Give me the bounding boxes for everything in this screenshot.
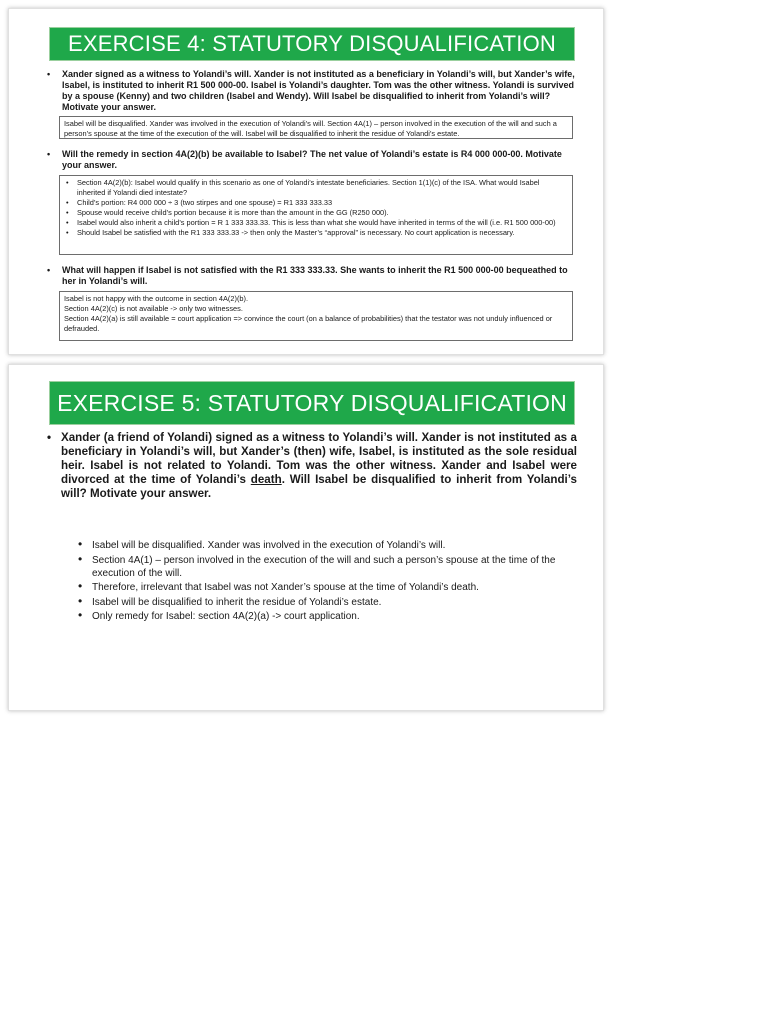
- bullet: •: [47, 149, 51, 159]
- slide-title: EXERCISE 5: STATUTORY DISQUALIFICATION: [49, 381, 575, 425]
- question-1: [47, 69, 577, 113]
- answer-item: • Section 4A(1) – person involved in the execution of the will and such a person’s spouse at the time of the execution of the will.: [77, 554, 577, 580]
- answer-item: • Therefore, irrelevant that Isabel was not Xander’s spouse at the time of Yolandi’s death.: [77, 581, 577, 594]
- question-text: Will the remedy in section 4A(2)(b) be available to Isabel? The net value of Yolandi’s estate is R4 000 000-00. Motivate your answer.: [62, 149, 562, 170]
- answer-line: Section 4A(2)(c) is not available -> only two witnesses.: [64, 304, 243, 313]
- answer-list: [77, 539, 577, 625]
- answer-box-2: [59, 175, 573, 255]
- question-3: [47, 265, 577, 287]
- answer-line: Section 4A(2)(a) is still available = court application => convince the court (on a balance of probabilities) that the testator was not unduly influenced or defrauded.: [64, 314, 553, 333]
- question-2: [47, 149, 577, 171]
- answer-item: • Isabel will be disqualified. Xander was involved in the execution of Yolandi’s will.: [77, 539, 577, 552]
- question-text: Xander signed as a witness to Yolandi’s will. Xander is not instituted as a beneficiary in Yolandi’s will, but Xander’s wife, Isabel, is instituted to inherit R1 500 000-00. Isabel is Yolandi’s daughter. Tom was the other witness. Yolandi is survived by a spouse (Kenny) and two children (Isabel and Wendy). Will Isabel be disqualified to inherit from Yolandi’s will? Motivate your answer.: [62, 69, 575, 112]
- answer-item: • Spouse would receive child’s portion because it is more than the amount in the GG (R250 000).: [64, 208, 568, 218]
- answer-item: • Child’s portion: R4 000 000 ÷ 3 (two stirpes and one spouse) = R1 333 333.33: [64, 198, 568, 208]
- answer-box-3: [59, 291, 573, 341]
- answer-item: • Isabel would also inherit a child’s portion = R 1 333 333.33. This is less than what she would have inherited in terms of the will (i.e. R1 500 000-00): [64, 218, 568, 228]
- answer-list: [64, 178, 568, 238]
- bullet: •: [47, 431, 52, 444]
- answer-item: • Section 4A(2)(b): Isabel would qualify in this scenario as one of Yolandi’s intestate beneficiaries. Section 1(1)(c) of the ISA. What would Isabel inherited if Yolandi died intestate?: [64, 178, 568, 198]
- answer-box-1: [59, 116, 573, 139]
- question-text: What will happen if Isabel is not satisfied with the R1 333 333.33. She wants to inherit the R1 500 000-00 bequeathed to her in Yolandi’s will.: [62, 265, 568, 286]
- answer-item: • Isabel will be disqualified to inherit the residue of Yolandi’s estate.: [77, 596, 577, 609]
- question-text-part: . Will Isabel be disqualified to inherit from Yolandi’s will? Motivate your answer.: [61, 473, 577, 500]
- question-text: [61, 431, 577, 501]
- answer-text: Isabel will be disqualified. Xander was involved in the execution of Yolandi’s will. Section 4A(1) – person involved in the execution of the will and such a person’s spouse at the time of the execution of the will. Isabel will be disqualified to inherit the residue of Yolandi’s estate.: [64, 119, 557, 138]
- slide-exercise-4: [8, 8, 604, 355]
- question-text-part: Xander (a friend of Yolandi) signed as a witness to Yolandi’s will. Xander is not instituted as a beneficiary in Yolandi’s will, but Xander’s (then) wife, Isabel, is instituted as the sole residual heir. Isabel is not related to Yolandi. Tom was the other witness. Xander and Isabel were divorced at the time of Yolandi’s: [61, 431, 577, 486]
- answer-line: Isabel is not happy with the outcome in section 4A(2)(b).: [64, 294, 249, 303]
- slide-title: EXERCISE 4: STATUTORY DISQUALIFICATION: [49, 27, 575, 61]
- answer-item: • Only remedy for Isabel: section 4A(2)(a) -> court application.: [77, 610, 577, 623]
- underlined-word: death: [250, 473, 282, 486]
- bullet: •: [47, 265, 51, 275]
- bullet: •: [47, 69, 51, 79]
- answer-item: • Should Isabel be satisfied with the R1 333 333.33 -> then only the Master’s “approval” is necessary. No court application is necessary.: [64, 228, 568, 238]
- slide-exercise-5: [8, 364, 604, 711]
- question: [47, 431, 577, 501]
